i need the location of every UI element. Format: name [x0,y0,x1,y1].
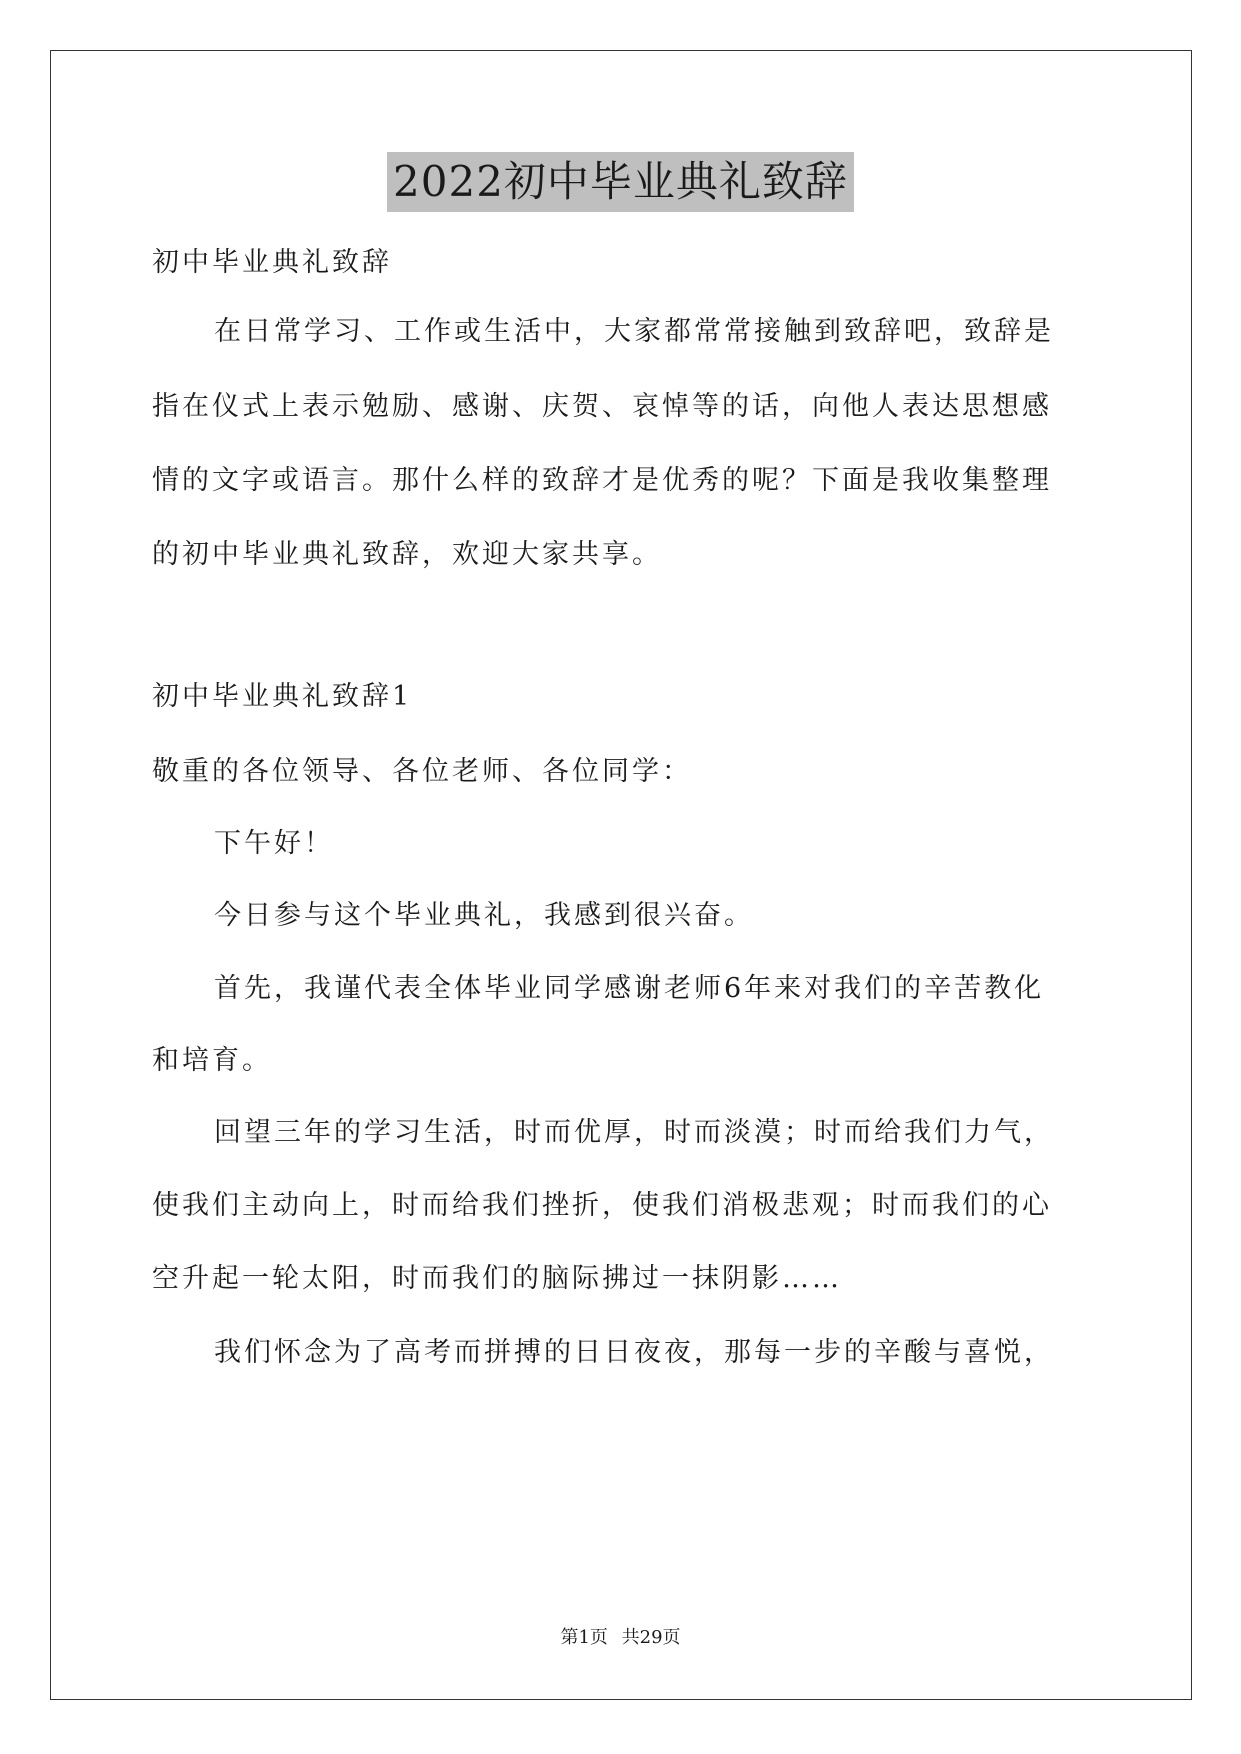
paragraph-line: 我们怀念为了高考而拼搏的日日夜夜，那每一步的辛酸与喜悦， [214,1337,1054,1368]
paragraph-line: 情的文字或语言。那什么样的致辞才是优秀的呢？下面是我收集整理 [152,465,1052,496]
page-total: 共29页 [621,1627,681,1648]
section-heading: 初中毕业典礼致辞1 [152,681,413,712]
salutation-line: 敬重的各位领导、各位老师、各位同学： [152,756,692,787]
paragraph-line: 回望三年的学习生活，时而优厚，时而淡漠；时而给我们力气， [214,1117,1054,1148]
paragraph-line: 空升起一轮太阳，时而我们的脑际拂过一抹阴影…… [152,1263,842,1294]
section-heading: 初中毕业典礼致辞 [152,247,392,278]
page-border [50,50,1192,1700]
document-title-text: 2022初中毕业典礼致辞 [387,152,854,212]
paragraph-line: 和培育。 [152,1045,272,1076]
paragraph-line: 使我们主动向上，时而给我们挫折，使我们消极悲观；时而我们的心 [152,1190,1052,1221]
paragraph-line: 指在仪式上表示勉励、感谢、庆贺、哀悼等的话，向他人表达思想感 [152,391,1052,422]
paragraph-line: 首先，我谨代表全体毕业同学感谢老师6年来对我们的辛苦教化 [214,973,1045,1004]
document-title [0,152,1241,212]
page-number: 第1页 [560,1627,608,1648]
paragraph-line: 的初中毕业典礼致辞，欢迎大家共享。 [152,539,662,570]
paragraph-line: 下午好！ [214,828,334,859]
page-footer [0,1627,1241,1649]
paragraph-line: 今日参与这个毕业典礼，我感到很兴奋。 [214,900,754,931]
paragraph-line: 在日常学习、工作或生活中，大家都常常接触到致辞吧，致辞是 [214,316,1054,347]
